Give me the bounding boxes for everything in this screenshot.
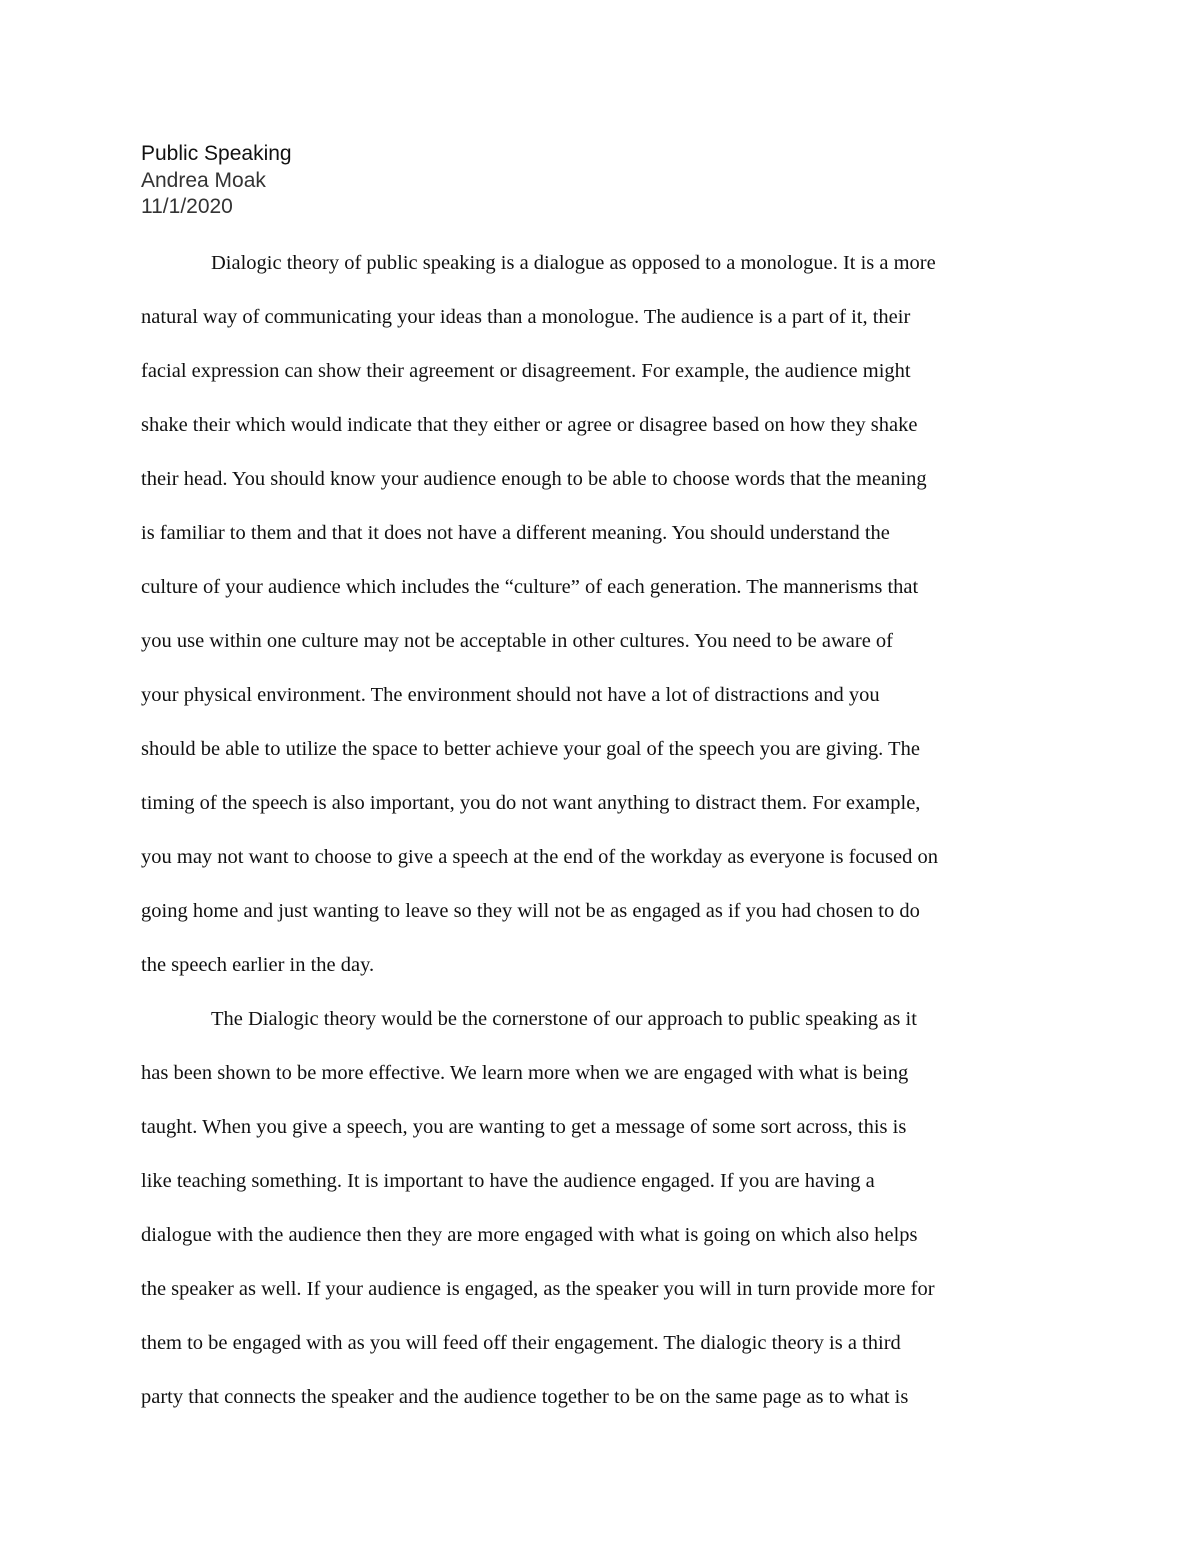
paragraph-1-line: going home and just wanting to leave so they will not be as engaged as if you had chosen to do bbox=[141, 900, 920, 922]
paragraph-1-line: you may not want to choose to give a speech at the end of the workday as everyone is focused on bbox=[141, 846, 938, 868]
paragraph-2-line: them to be engaged with as you will feed off their engagement. The dialogic theory is a third bbox=[141, 1332, 901, 1354]
paragraph-1-line: is familiar to them and that it does not have a different meaning. You should understand the bbox=[141, 522, 890, 544]
document-date: 11/1/2020 bbox=[141, 195, 233, 218]
paragraph-1-line: timing of the speech is also important, you do not want anything to distract them. For example, bbox=[141, 792, 921, 814]
paragraph-2-line: has been shown to be more effective. We learn more when we are engaged with what is being bbox=[141, 1062, 909, 1084]
paragraph-1-line: you use within one culture may not be acceptable in other cultures. You need to be aware of bbox=[141, 630, 894, 652]
paragraph-1-line: their head. You should know your audience enough to be able to choose words that the meaning bbox=[141, 468, 927, 490]
paragraph-2-line: like teaching something. It is important to have the audience engaged. If you are having a bbox=[141, 1170, 875, 1192]
paragraph-2-line: dialogue with the audience then they are more engaged with what is going on which also helps bbox=[141, 1224, 918, 1246]
document-header bbox=[141, 141, 292, 221]
paragraph-1-line: shake their which would indicate that they either or agree or disagree based on how they shake bbox=[141, 414, 918, 436]
paragraph-1-line: culture of your audience which includes the “culture” of each generation. The mannerisms that bbox=[141, 576, 919, 598]
paragraph-1-line: natural way of communicating your ideas than a monologue. The audience is a part of it, their bbox=[141, 306, 911, 328]
paragraph-2-line: The Dialogic theory would be the cornerstone of our approach to public speaking as it bbox=[211, 1008, 917, 1030]
paragraph-1-line: facial expression can show their agreement or disagreement. For example, the audience might bbox=[141, 360, 911, 382]
paragraph-1-line: your physical environment. The environment should not have a lot of distractions and you bbox=[141, 684, 880, 706]
paragraph-2-line: party that connects the speaker and the audience together to be on the same page as to what is bbox=[141, 1386, 909, 1408]
author-name: Andrea Moak bbox=[141, 168, 266, 192]
course-title: Public Speaking bbox=[141, 142, 292, 165]
paragraph-1-line: Dialogic theory of public speaking is a dialogue as opposed to a monologue. It is a more bbox=[211, 252, 936, 274]
paragraph-2-line: the speaker as well. If your audience is engaged, as the speaker you will in turn provide more for bbox=[141, 1278, 935, 1300]
paragraph-2-line: taught. When you give a speech, you are wanting to get a message of some sort across, this is bbox=[141, 1116, 907, 1138]
paragraph-1-line: should be able to utilize the space to better achieve your goal of the speech you are giving. The bbox=[141, 738, 920, 760]
paragraph-1-line: the speech earlier in the day. bbox=[141, 954, 375, 976]
